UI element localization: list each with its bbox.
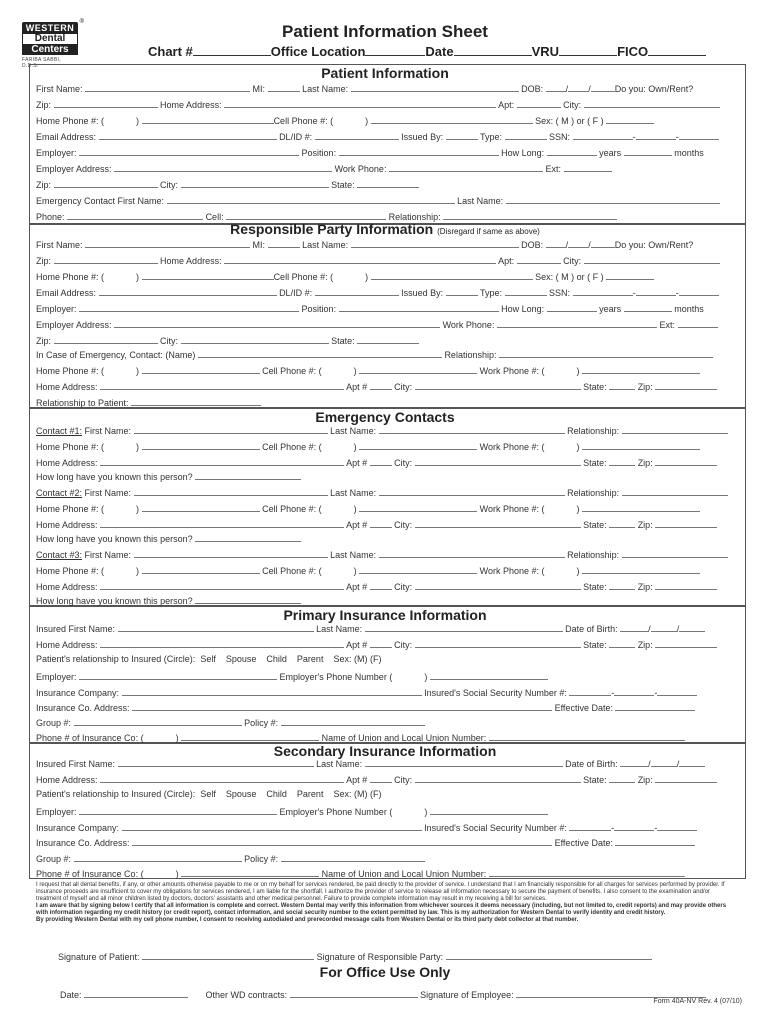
contact-3-row-2: Home Phone #: ( ) Cell Phone #: ( ) Work Phone #: ( ) xyxy=(36,564,741,575)
secondary-insured-first-name[interactable] xyxy=(118,757,314,767)
contact-3-state[interactable] xyxy=(609,580,635,590)
contact-1-city[interactable] xyxy=(415,456,581,466)
rp-apt-field[interactable] xyxy=(517,254,561,264)
rp-row-2: Zip: Home Address: Apt: City: xyxy=(36,254,741,265)
contact-3-relationship[interactable] xyxy=(622,548,728,558)
primary-insurance-company[interactable] xyxy=(122,686,422,696)
patient-row-2: Zip: Home Address: Apt: City: xyxy=(36,98,741,109)
secondary-policy[interactable] xyxy=(281,852,425,862)
rp-first-name-field[interactable] xyxy=(85,238,250,248)
primary-sex[interactable]: Sex: (M) (F) xyxy=(333,654,382,664)
primary-effective-date[interactable] xyxy=(615,701,695,711)
secondary-city[interactable] xyxy=(415,773,581,783)
primary-rel-spouse[interactable]: Spouse xyxy=(225,654,257,664)
dob-month[interactable] xyxy=(546,82,566,92)
secondary-insurance-title: Secondary Insurance Information xyxy=(273,743,497,759)
secondary-rel-self[interactable]: Self xyxy=(200,789,216,799)
primary-row-8: Phone # of Insurance Co: ( ) Name of Union and Local Union Number: xyxy=(36,731,741,742)
rp-row-4: Email Address: DL/ID #: Issued By: Type: SSN: - - xyxy=(36,286,741,297)
contact-2-relationship[interactable] xyxy=(622,486,728,496)
rp-row-8: In Case of Emergency, Contact: (Name) Relationship: xyxy=(36,348,741,359)
rp-how-long-years[interactable] xyxy=(547,302,597,312)
rp-ssn-2[interactable] xyxy=(636,286,676,296)
employer-zip-field[interactable] xyxy=(54,178,158,188)
primary-insured-last-name[interactable] xyxy=(365,622,563,632)
contact-3-cell-phone[interactable] xyxy=(359,564,477,574)
office-date-field[interactable] xyxy=(84,988,188,998)
patient-row-3: Home Phone #: ( ) Cell Phone #: ( ) Sex: ( M ) or ( F ) xyxy=(36,114,741,125)
rp-row-7: Zip: City: State: xyxy=(36,334,741,345)
contact-3-home-phone[interactable] xyxy=(142,564,260,574)
rp-emergency-relationship-field[interactable] xyxy=(499,348,713,358)
rp-emergency-cell-phone[interactable] xyxy=(359,364,477,374)
secondary-sex[interactable]: Sex: (M) (F) xyxy=(333,789,382,799)
employer-field[interactable] xyxy=(79,146,299,156)
secondary-group[interactable] xyxy=(74,852,242,862)
contact-2-row-2: Home Phone #: ( ) Cell Phone #: ( ) Work Phone #: ( ) xyxy=(36,502,741,513)
employer-city-field[interactable] xyxy=(181,178,329,188)
rp-employer-state-field[interactable] xyxy=(357,334,419,344)
rp-home-phone-field[interactable] xyxy=(142,270,274,280)
primary-apt[interactable] xyxy=(370,638,392,648)
secondary-ssn-3[interactable] xyxy=(657,821,697,831)
primary-rel-parent[interactable]: Parent xyxy=(296,654,324,664)
secondary-effective-date[interactable] xyxy=(615,836,695,846)
secondary-state[interactable] xyxy=(609,773,635,783)
secondary-home-address[interactable] xyxy=(100,773,344,783)
secondary-row-8: Phone # of Insurance Co: ( ) Name of Union and Local Union Number: xyxy=(36,867,741,878)
primary-row-7: Group #: Policy #: xyxy=(36,716,741,727)
other-wd-contracts-field[interactable] xyxy=(290,988,418,998)
office-location-field[interactable] xyxy=(365,44,425,56)
patient-row-1: First Name: MI: Last Name: DOB: / / Do you: Own/Rent? xyxy=(36,84,694,94)
contact-1-apt[interactable] xyxy=(370,456,392,466)
patient-row-8: Emergency Contact First Name: Last Name: xyxy=(36,194,741,205)
contact-2-first-name[interactable] xyxy=(134,486,328,496)
signature-row: Signature of Patient: Signature of Responsible Party: xyxy=(58,950,652,962)
rp-issued-by-field[interactable] xyxy=(446,286,478,296)
primary-home-address[interactable] xyxy=(100,638,344,648)
rp-dob-year[interactable] xyxy=(591,238,615,248)
contact-1-work-phone[interactable] xyxy=(582,440,700,450)
contact-2-apt[interactable] xyxy=(370,518,392,528)
patient-row-9: Phone: Cell: Relationship: xyxy=(36,210,741,221)
secondary-row-1: Insured First Name: Last Name: Date of Birth: / / xyxy=(36,757,741,768)
contact-1-row-3: Home Address: Apt # City: State: Zip: xyxy=(36,456,741,467)
primary-row-3: Patient's relationship to Insured (Circle): Self Spouse Child Parent Sex: (M) (F) xyxy=(36,654,382,664)
apt-field[interactable] xyxy=(517,98,561,108)
primary-policy[interactable] xyxy=(281,716,425,726)
zip-field[interactable] xyxy=(54,98,158,108)
rp-row-11: Relationship to Patient: xyxy=(36,396,741,407)
rp-row-6: Employer Address: Work Phone: Ext: xyxy=(36,318,741,329)
contact-2-row-1: Contact #2: First Name: Last Name: Relationship: xyxy=(36,486,741,497)
contact-2-zip[interactable] xyxy=(655,518,717,528)
position-field[interactable] xyxy=(339,146,499,156)
contact-1-row-2: Home Phone #: ( ) Cell Phone #: ( ) Work Phone #: ( ) xyxy=(36,440,741,451)
ssn-3[interactable] xyxy=(679,130,719,140)
emergency-phone-field[interactable] xyxy=(67,210,203,220)
rp-emergency-apt[interactable] xyxy=(370,380,392,390)
secondary-dob-year[interactable] xyxy=(679,757,705,767)
contact-2-state[interactable] xyxy=(609,518,635,528)
how-long-months[interactable] xyxy=(624,146,672,156)
contact-1-last-name[interactable] xyxy=(379,424,565,434)
rp-emergency-work-phone[interactable] xyxy=(582,364,700,374)
responsible-title: Responsible Party Information (Disregard if same as above) xyxy=(230,221,540,237)
dl-id-field[interactable] xyxy=(315,130,399,140)
contact-2-how-long[interactable] xyxy=(195,532,301,542)
rp-cell-phone-field[interactable] xyxy=(371,270,533,280)
emergency-first-name-field[interactable] xyxy=(167,194,455,204)
patient-row-7: Zip: City: State: xyxy=(36,178,741,189)
secondary-rel-spouse[interactable]: Spouse xyxy=(225,789,257,799)
secondary-row-6: Insurance Co. Address: Effective Date: xyxy=(36,836,741,847)
primary-row-1: Insured First Name: Last Name: Date of Birth: / / xyxy=(36,622,741,633)
secondary-row-3: Patient's relationship to Insured (Circle): Self Spouse Child Parent Sex: (M) (F) xyxy=(36,789,382,799)
primary-ssn-2[interactable] xyxy=(614,686,654,696)
secondary-row-2: Home Address: Apt # City: State: Zip: xyxy=(36,773,741,784)
rp-emergency-home-phone[interactable] xyxy=(142,364,260,374)
primary-zip[interactable] xyxy=(655,638,717,648)
patient-row-6: Employer Address: Work Phone: Ext: xyxy=(36,162,741,173)
secondary-insurance-phone[interactable] xyxy=(181,867,319,877)
home-phone-field[interactable] xyxy=(142,114,274,124)
contact-3-row-3: Home Address: Apt # City: State: Zip: xyxy=(36,580,741,591)
secondary-row-4: Employer: Employer's Phone Number ( ) xyxy=(36,805,741,816)
rp-dob-month[interactable] xyxy=(546,238,566,248)
primary-row-5: Insurance Company: Insured's Social Security Number #: - - xyxy=(36,686,741,697)
rp-employer-city-field[interactable] xyxy=(181,334,329,344)
contact-2-work-phone[interactable] xyxy=(582,502,700,512)
ssn-1[interactable] xyxy=(573,130,633,140)
last-name-field[interactable] xyxy=(351,82,519,92)
contact-1-address[interactable] xyxy=(100,456,344,466)
emergency-title: Emergency Contacts xyxy=(315,409,455,425)
primary-insurance-phone[interactable] xyxy=(181,731,319,741)
rp-zip-field[interactable] xyxy=(54,254,158,264)
contact-2-address[interactable] xyxy=(100,518,344,528)
contact-1-cell-phone[interactable] xyxy=(359,440,477,450)
secondary-employer-phone[interactable] xyxy=(430,805,548,815)
chart-field[interactable] xyxy=(193,44,271,56)
rp-mi-field[interactable] xyxy=(268,238,300,248)
office-use-row: Date: Other WD contracts: Signature of Employee: xyxy=(60,988,706,1000)
primary-dob-day[interactable] xyxy=(651,622,677,632)
rp-email-field[interactable] xyxy=(99,286,277,296)
contact-1-state[interactable] xyxy=(609,456,635,466)
rp-emergency-name-field[interactable] xyxy=(198,348,442,358)
contact-2-home-phone[interactable] xyxy=(142,502,260,512)
home-address-field[interactable] xyxy=(224,98,496,108)
secondary-insurance-company[interactable] xyxy=(122,821,422,831)
rp-sex-field[interactable] xyxy=(606,270,654,280)
primary-dob-year[interactable] xyxy=(679,622,705,632)
primary-employer[interactable] xyxy=(79,670,277,680)
city-field[interactable] xyxy=(584,98,720,108)
primary-employer-phone[interactable] xyxy=(430,670,548,680)
primary-insurance-address[interactable] xyxy=(132,701,552,711)
email-field[interactable] xyxy=(99,130,277,140)
legal-disclaimer: I request that all dental benefits, if any, or other amounts otherwise payable to me or on my behalf for services rendered, be paid directly to the provider of service. I understand that I am financially responsible for all charges for services performed by provider. If insurance proceeds are insufficient to cover my obligations for services rendered, I am liable for the shortfall. I authorize the provider of service to release all information necessary to secure the payment of benefits. I also consent to the examination and/or treatment of myself and all minor children listed by doctors, doctors' assistants and other medical personnel. Failure to provide complete information may result in my receiving a bill for services. I am aware that by signing below I certify that all information is complete and correct. Western Dental may verify this information from whichever sources it deems necessary (including, but not limited to, credit reports) and may provide others with information regarding my credit history (or credit report), contact information, and social security number to the extent permitted by law. This is my authorization for Western Dental to verify identity and credit history. By providing Western Dental with my cell phone number, I consent to receiving autodialed and prerecorded message calls from Western Dental or its third party debt collector at that number. xyxy=(36,882,727,923)
rp-emergency-zip[interactable] xyxy=(655,380,717,390)
secondary-employer[interactable] xyxy=(79,805,277,815)
emergency-relationship-field[interactable] xyxy=(443,210,617,220)
employer-state-field[interactable] xyxy=(357,178,419,188)
primary-group[interactable] xyxy=(74,716,242,726)
contact-1-how-long[interactable] xyxy=(195,470,301,480)
mi-field[interactable] xyxy=(268,82,300,92)
form-number: Form 40A-NV Rev. 4 (07/10) xyxy=(653,998,742,1005)
contact-3-work-phone[interactable] xyxy=(582,564,700,574)
western-dental-logo: ® WESTERN Dental Centers FARIBA SABBI, D.D.S. xyxy=(22,19,84,69)
secondary-dob-day[interactable] xyxy=(651,757,677,767)
rp-work-phone-field[interactable] xyxy=(497,318,657,328)
primary-row-6: Insurance Co. Address: Effective Date: xyxy=(36,701,741,712)
primary-row-4: Employer: Employer's Phone Number ( ) xyxy=(36,670,741,681)
rp-row-5: Employer: Position: How Long: years months xyxy=(36,304,704,314)
secondary-rel-parent[interactable]: Parent xyxy=(296,789,324,799)
primary-ssn-1[interactable] xyxy=(569,686,611,696)
emergency-cell-field[interactable] xyxy=(226,210,386,220)
contact-2-cell-phone[interactable] xyxy=(359,502,477,512)
secondary-insured-last-name[interactable] xyxy=(365,757,563,767)
secondary-rel-child[interactable]: Child xyxy=(266,789,287,799)
rp-ssn-1[interactable] xyxy=(573,286,633,296)
primary-city[interactable] xyxy=(415,638,581,648)
primary-row-2: Home Address: Apt # City: State: Zip: xyxy=(36,638,741,649)
contact-1-relationship[interactable] xyxy=(622,424,728,434)
ext-field[interactable] xyxy=(564,162,612,172)
office-use-title: For Office Use Only xyxy=(319,964,451,980)
rp-row-9: Home Phone #: ( ) Cell Phone #: ( ) Work Phone #: ( ) xyxy=(36,364,741,375)
rp-employer-zip-field[interactable] xyxy=(54,334,158,344)
contact-3-apt[interactable] xyxy=(370,580,392,590)
header-fields: Chart # Office Location Date VRU FICO xyxy=(148,44,706,59)
responsible-signature-field[interactable] xyxy=(446,950,652,960)
contact-2-row-4: How long have you known this person? xyxy=(36,532,741,543)
contact-2-last-name[interactable] xyxy=(379,486,565,496)
secondary-apt[interactable] xyxy=(370,773,392,783)
patient-signature-field[interactable] xyxy=(142,950,314,960)
rp-emergency-state[interactable] xyxy=(609,380,635,390)
contact-1-row-1: Contact #1: First Name: Last Name: Relationship: xyxy=(36,424,741,435)
issued-by-field[interactable] xyxy=(446,130,478,140)
contact-1-home-phone[interactable] xyxy=(142,440,260,450)
rp-position-field[interactable] xyxy=(339,302,499,312)
contact-3-row-4: How long have you known this person? xyxy=(36,594,741,605)
dob-year[interactable] xyxy=(591,82,615,92)
secondary-row-7: Group #: Policy #: xyxy=(36,852,741,863)
cell-phone-field[interactable] xyxy=(371,114,533,124)
secondary-ssn-1[interactable] xyxy=(569,821,611,831)
rp-employer-address-field[interactable] xyxy=(114,318,440,328)
secondary-row-5: Insurance Company: Insured's Social Security Number #: - - xyxy=(36,821,741,832)
rp-home-address-field[interactable] xyxy=(224,254,496,264)
contact-3-zip[interactable] xyxy=(655,580,717,590)
rp-ext-field[interactable] xyxy=(678,318,718,328)
employee-signature-field[interactable] xyxy=(516,988,706,998)
fico-field[interactable] xyxy=(648,44,706,56)
contact-3-address[interactable] xyxy=(100,580,344,590)
rp-last-name-field[interactable] xyxy=(351,238,519,248)
primary-insured-first-name[interactable] xyxy=(118,622,314,632)
rp-dob-day[interactable] xyxy=(568,238,588,248)
primary-rel-child[interactable]: Child xyxy=(266,654,287,664)
rp-employer-field[interactable] xyxy=(79,302,299,312)
vru-field[interactable] xyxy=(559,44,617,56)
work-phone-field[interactable] xyxy=(389,162,543,172)
sex-field[interactable] xyxy=(606,114,654,124)
patient-title: Patient Information xyxy=(321,65,449,81)
primary-ssn-3[interactable] xyxy=(657,686,697,696)
patient-row-4: Email Address: DL/ID #: Issued By: Type: SSN: - - xyxy=(36,130,741,141)
dob-day[interactable] xyxy=(568,82,588,92)
rp-emergency-city[interactable] xyxy=(415,380,581,390)
secondary-insurance-address[interactable] xyxy=(132,836,552,846)
secondary-zip[interactable] xyxy=(655,773,717,783)
rp-ssn-3[interactable] xyxy=(679,286,719,296)
emergency-last-name-field[interactable] xyxy=(506,194,720,204)
rp-dl-id-field[interactable] xyxy=(315,286,399,296)
rp-row-3: Home Phone #: ( ) Cell Phone #: ( ) Sex: ( M ) or ( F ) xyxy=(36,270,741,281)
rp-row-10: Home Address: Apt # City: State: Zip: xyxy=(36,380,741,391)
contact-2-city[interactable] xyxy=(415,518,581,528)
rp-type-field[interactable] xyxy=(505,286,547,296)
relationship-to-patient-field[interactable] xyxy=(131,396,261,406)
rp-emergency-address[interactable] xyxy=(100,380,344,390)
primary-union[interactable] xyxy=(489,731,685,741)
contact-1-zip[interactable] xyxy=(655,456,717,466)
how-long-years[interactable] xyxy=(547,146,597,156)
rp-how-long-months[interactable] xyxy=(624,302,672,312)
contact-3-city[interactable] xyxy=(415,580,581,590)
primary-dob-month[interactable] xyxy=(620,622,648,632)
primary-state[interactable] xyxy=(609,638,635,648)
secondary-ssn-2[interactable] xyxy=(614,821,654,831)
type-field[interactable] xyxy=(505,130,547,140)
contact-2-row-3: Home Address: Apt # City: State: Zip: xyxy=(36,518,741,529)
date-field[interactable] xyxy=(454,44,532,56)
rp-row-1: First Name: MI: Last Name: DOB: / / Do you: Own/Rent? xyxy=(36,240,694,250)
employer-address-field[interactable] xyxy=(114,162,332,172)
contact-3-how-long[interactable] xyxy=(195,594,301,604)
contact-1-row-4: How long have you known this person? xyxy=(36,470,741,481)
first-name-field[interactable] xyxy=(85,82,250,92)
page-title: Patient Information Sheet xyxy=(282,22,488,41)
contact-1-first-name[interactable] xyxy=(134,424,328,434)
secondary-dob-month[interactable] xyxy=(620,757,648,767)
secondary-union[interactable] xyxy=(489,867,685,877)
contact-3-row-1: Contact #3: First Name: Last Name: Relationship: xyxy=(36,548,741,559)
ssn-2[interactable] xyxy=(636,130,676,140)
primary-rel-self[interactable]: Self xyxy=(200,654,216,664)
patient-row-5: Employer: Position: How Long: years months xyxy=(36,148,704,158)
rp-city-field[interactable] xyxy=(584,254,720,264)
contact-3-first-name[interactable] xyxy=(134,548,328,558)
primary-insurance-title: Primary Insurance Information xyxy=(283,607,487,623)
contact-3-last-name[interactable] xyxy=(379,548,565,558)
